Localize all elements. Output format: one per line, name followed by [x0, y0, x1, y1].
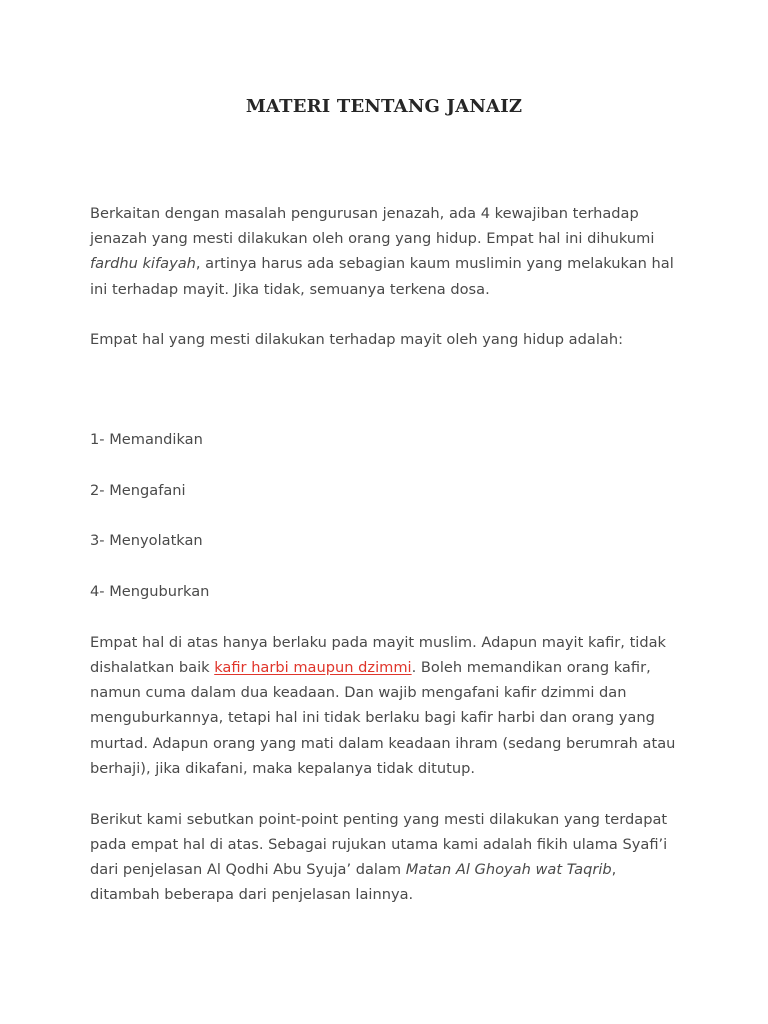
paragraph-non-muslim-text-a: Empat hal di atas hanya berlaku pada mayit muslim. Adapun mayit kafir, tidak dishalatkan baik: [90, 633, 667, 677]
list-item: 4- Menguburkan: [90, 583, 210, 601]
paragraph-references-text-a: Berikut kami sebutkan point-point penting yang mesti dilakukan yang terdapat pada empat hal di atas. Sebagai rujukan utama kami adalah fikih ulama Syafi’i dari penjelasan Al Qodhi Abu Syuja’ dalam: [90, 810, 668, 878]
page-title: MATERI TENTANG JANAIZ: [245, 96, 523, 117]
list-item: 1- Memandikan: [90, 431, 203, 449]
paragraph-non-muslim: [90, 630, 682, 781]
paragraph-non-muslim-text-b: . Boleh memandikan orang kafir, namun cuma dalam dua keadaan. Dan wajib mengafani kafir dzimmi dan menguburkannya, tetapi hal ini tidak berlaku bagi kafir harbi dan orang yang murtad. Adapun orang yang mati dalam keadaan ihram (sedang berumrah atau berhaji), jika dikafani, maka kepalanya tidak ditutup.: [90, 659, 676, 777]
paragraph-lead-in: Empat hal yang mesti dilakukan terhadap mayit oleh yang hidup adalah:: [90, 330, 623, 348]
paragraph-intro-text-b: , artinya harus ada sebagian kaum muslimin yang melakukan hal ini terhadap mayit. Jika tidak, semuanya terkena dosa.: [90, 255, 674, 298]
paragraph-intro-text-a: Berkaitan dengan masalah pengurusan jenazah, ada 4 kewajiban terhadap jenazah yang mesti dilakukan oleh orang yang hidup. Empat hal ini dihukumi: [90, 205, 655, 248]
paragraph-references-text-b: , ditambah beberapa dari penjelasan lainnya.: [90, 860, 617, 904]
paragraph-intro: [90, 201, 682, 302]
document-body: [90, 201, 682, 907]
kafir-harbi-dzimmi-link[interactable]: kafir harbi maupun dzimmi: [214, 659, 412, 677]
list-item: 2- Mengafani: [90, 481, 186, 499]
paragraph-references-italic: Matan Al Ghoyah wat Taqrib: [405, 860, 612, 878]
paragraph-references: [90, 807, 682, 908]
list-item: 3- Menyolatkan: [90, 532, 203, 550]
paragraph-intro-italic: fardhu kifayah: [90, 255, 196, 273]
